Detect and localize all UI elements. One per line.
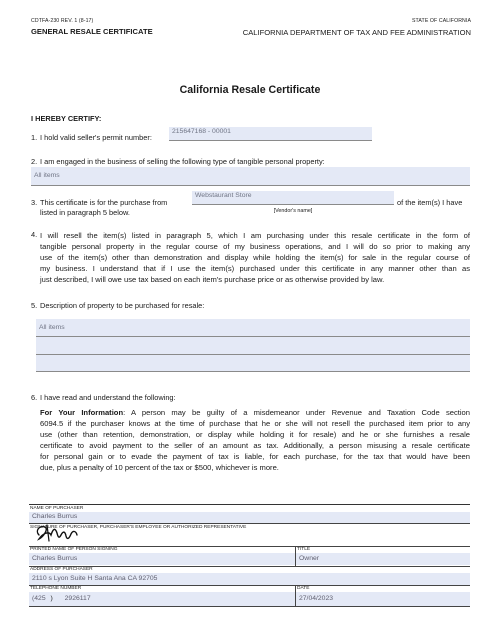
info-line: for personal gain or to evade the payment of tax is liable, for each purchase, for the tax that would have been xyxy=(40,452,470,461)
item-3-text-before: This certificate is for the purchase from xyxy=(40,198,168,207)
rule xyxy=(29,523,470,524)
info-line: due, plus a penalty of 10 percent of the tax or $500, whichever is more. xyxy=(40,463,279,472)
address-label: ADDRESS OF PURCHASER xyxy=(30,567,93,572)
vendor-name-value: Webstaurant Store xyxy=(195,192,252,199)
rule xyxy=(29,606,470,607)
item-4-line: tangible personal property in the regular course of my business operations, and I will do so prior to making any xyxy=(40,242,470,251)
date-field[interactable] xyxy=(296,592,470,606)
certify-heading: I HEREBY CERTIFY: xyxy=(31,114,102,123)
description-line-3 xyxy=(36,354,470,371)
phone-number: 2926117 xyxy=(64,595,91,602)
info-line: 6094.5 if the purchaser knows at the time of purchase that he or she will not resell the purchased item prior to any xyxy=(40,419,470,428)
item-4-paragraph xyxy=(40,230,470,285)
item-3-text-line2: listed in paragraph 5 below. xyxy=(40,208,130,217)
description-rule xyxy=(36,354,470,355)
item-6-number: 6. xyxy=(31,393,38,402)
phone-paren-close: ) xyxy=(50,595,53,602)
description-rule xyxy=(36,371,470,372)
form-name: GENERAL RESALE CERTIFICATE xyxy=(31,27,153,36)
permit-number-value: 215647168 - 00001 xyxy=(172,128,231,135)
item-4-line: use of the item(s) other than demonstration and display while holding the item(s) for sale in the regular course of xyxy=(40,253,470,262)
title-value: Owner xyxy=(299,555,320,562)
telephone-field[interactable] xyxy=(29,592,295,606)
item-3-text-after: of the item(s) I have xyxy=(397,198,463,207)
property-type-value: All items xyxy=(34,172,60,179)
info-line-1-text: : A person may be guilty of a misdemeanor under Revenue and Taxation Code section xyxy=(123,408,471,417)
item-5-number: 5. xyxy=(31,301,38,310)
info-paragraph xyxy=(40,407,470,473)
telephone-label: TELEPHONE NUMBER xyxy=(30,586,82,591)
item-4-line: just described, I will owe use tax based on each item's purchase price or as otherwise provided by law. xyxy=(40,275,385,284)
property-type-field[interactable] xyxy=(31,167,470,186)
address-field[interactable] xyxy=(29,573,470,585)
description-field[interactable] xyxy=(36,319,470,371)
item-1-number: 1. xyxy=(31,133,38,142)
item-5-text: Description of property to be purchased for resale: xyxy=(40,301,205,310)
item-4-number: 4. xyxy=(31,230,38,239)
name-of-purchaser-value: Charles Burrus xyxy=(32,513,78,520)
date-value: 27/04/2023 xyxy=(299,595,334,602)
address-value: 2110 s Lyon Suite H Santa Ana CA 92705 xyxy=(32,575,158,582)
vendor-caption: [Vendor's name] xyxy=(273,208,313,214)
info-line: certificate to avoid payment to the seller of an amount as tax. Additionally, a person misusing a resale certificate xyxy=(40,441,470,450)
rule xyxy=(29,585,470,586)
description-rule xyxy=(36,336,470,337)
permit-number-field[interactable] xyxy=(169,127,372,141)
title-label: TITLE xyxy=(297,547,311,552)
signature-label: SIGNATURE OF PURCHASER, PURCHASER'S EMPLOYEE OR AUTHORIZED REPRESENTATIVE xyxy=(30,525,247,530)
description-value: All items xyxy=(39,324,65,331)
item-6-text: I have read and understand the following: xyxy=(40,393,176,402)
department-name: CALIFORNIA DEPARTMENT OF TAX AND FEE ADMINISTRATION xyxy=(242,28,471,37)
item-3-number: 3. xyxy=(31,198,38,207)
phone-area-code: (425 xyxy=(32,595,46,602)
title-field[interactable] xyxy=(296,553,470,565)
item-2-text: I am engaged in the business of selling the following type of tangible personal property: xyxy=(40,157,325,166)
printed-name-label: PRINTED NAME OF PERSON SIGNING xyxy=(30,547,118,552)
item-4-line: I will resell the item(s) listed in paragraph 5, which I am purchasing under this resale certificate in the form of xyxy=(40,231,470,240)
info-line: use (other than retention, demonstration, or display while holding it for resale) and he or she furnishes a resale xyxy=(40,430,470,439)
date-label: DATE xyxy=(297,586,310,591)
description-line-2 xyxy=(36,336,470,354)
state-label: STATE OF CALIFORNIA xyxy=(411,18,471,24)
name-of-purchaser-label: NAME OF PURCHASER xyxy=(30,506,84,511)
form-number: CDTFA-230 REV. 1 (8-17) xyxy=(31,18,94,24)
rule xyxy=(29,566,470,567)
printed-name-field[interactable] xyxy=(29,553,295,565)
printed-name-value: Charles Burrus xyxy=(32,555,78,562)
vendor-name-field[interactable] xyxy=(192,191,394,205)
signature-field[interactable] xyxy=(29,531,470,546)
item-1-text: I hold valid seller's permit number: xyxy=(40,133,152,142)
item-2-number: 2. xyxy=(31,157,38,166)
info-label: For Your Information xyxy=(40,408,124,417)
item-4-line: my business. I understand that if I use the item(s) purchased under this certificate in any manner other than as xyxy=(40,264,470,273)
name-of-purchaser-field[interactable] xyxy=(29,512,470,523)
section-divider xyxy=(29,504,470,505)
page-title: California Resale Certificate xyxy=(179,84,321,96)
info-line xyxy=(40,407,470,418)
description-line-1 xyxy=(36,319,470,336)
